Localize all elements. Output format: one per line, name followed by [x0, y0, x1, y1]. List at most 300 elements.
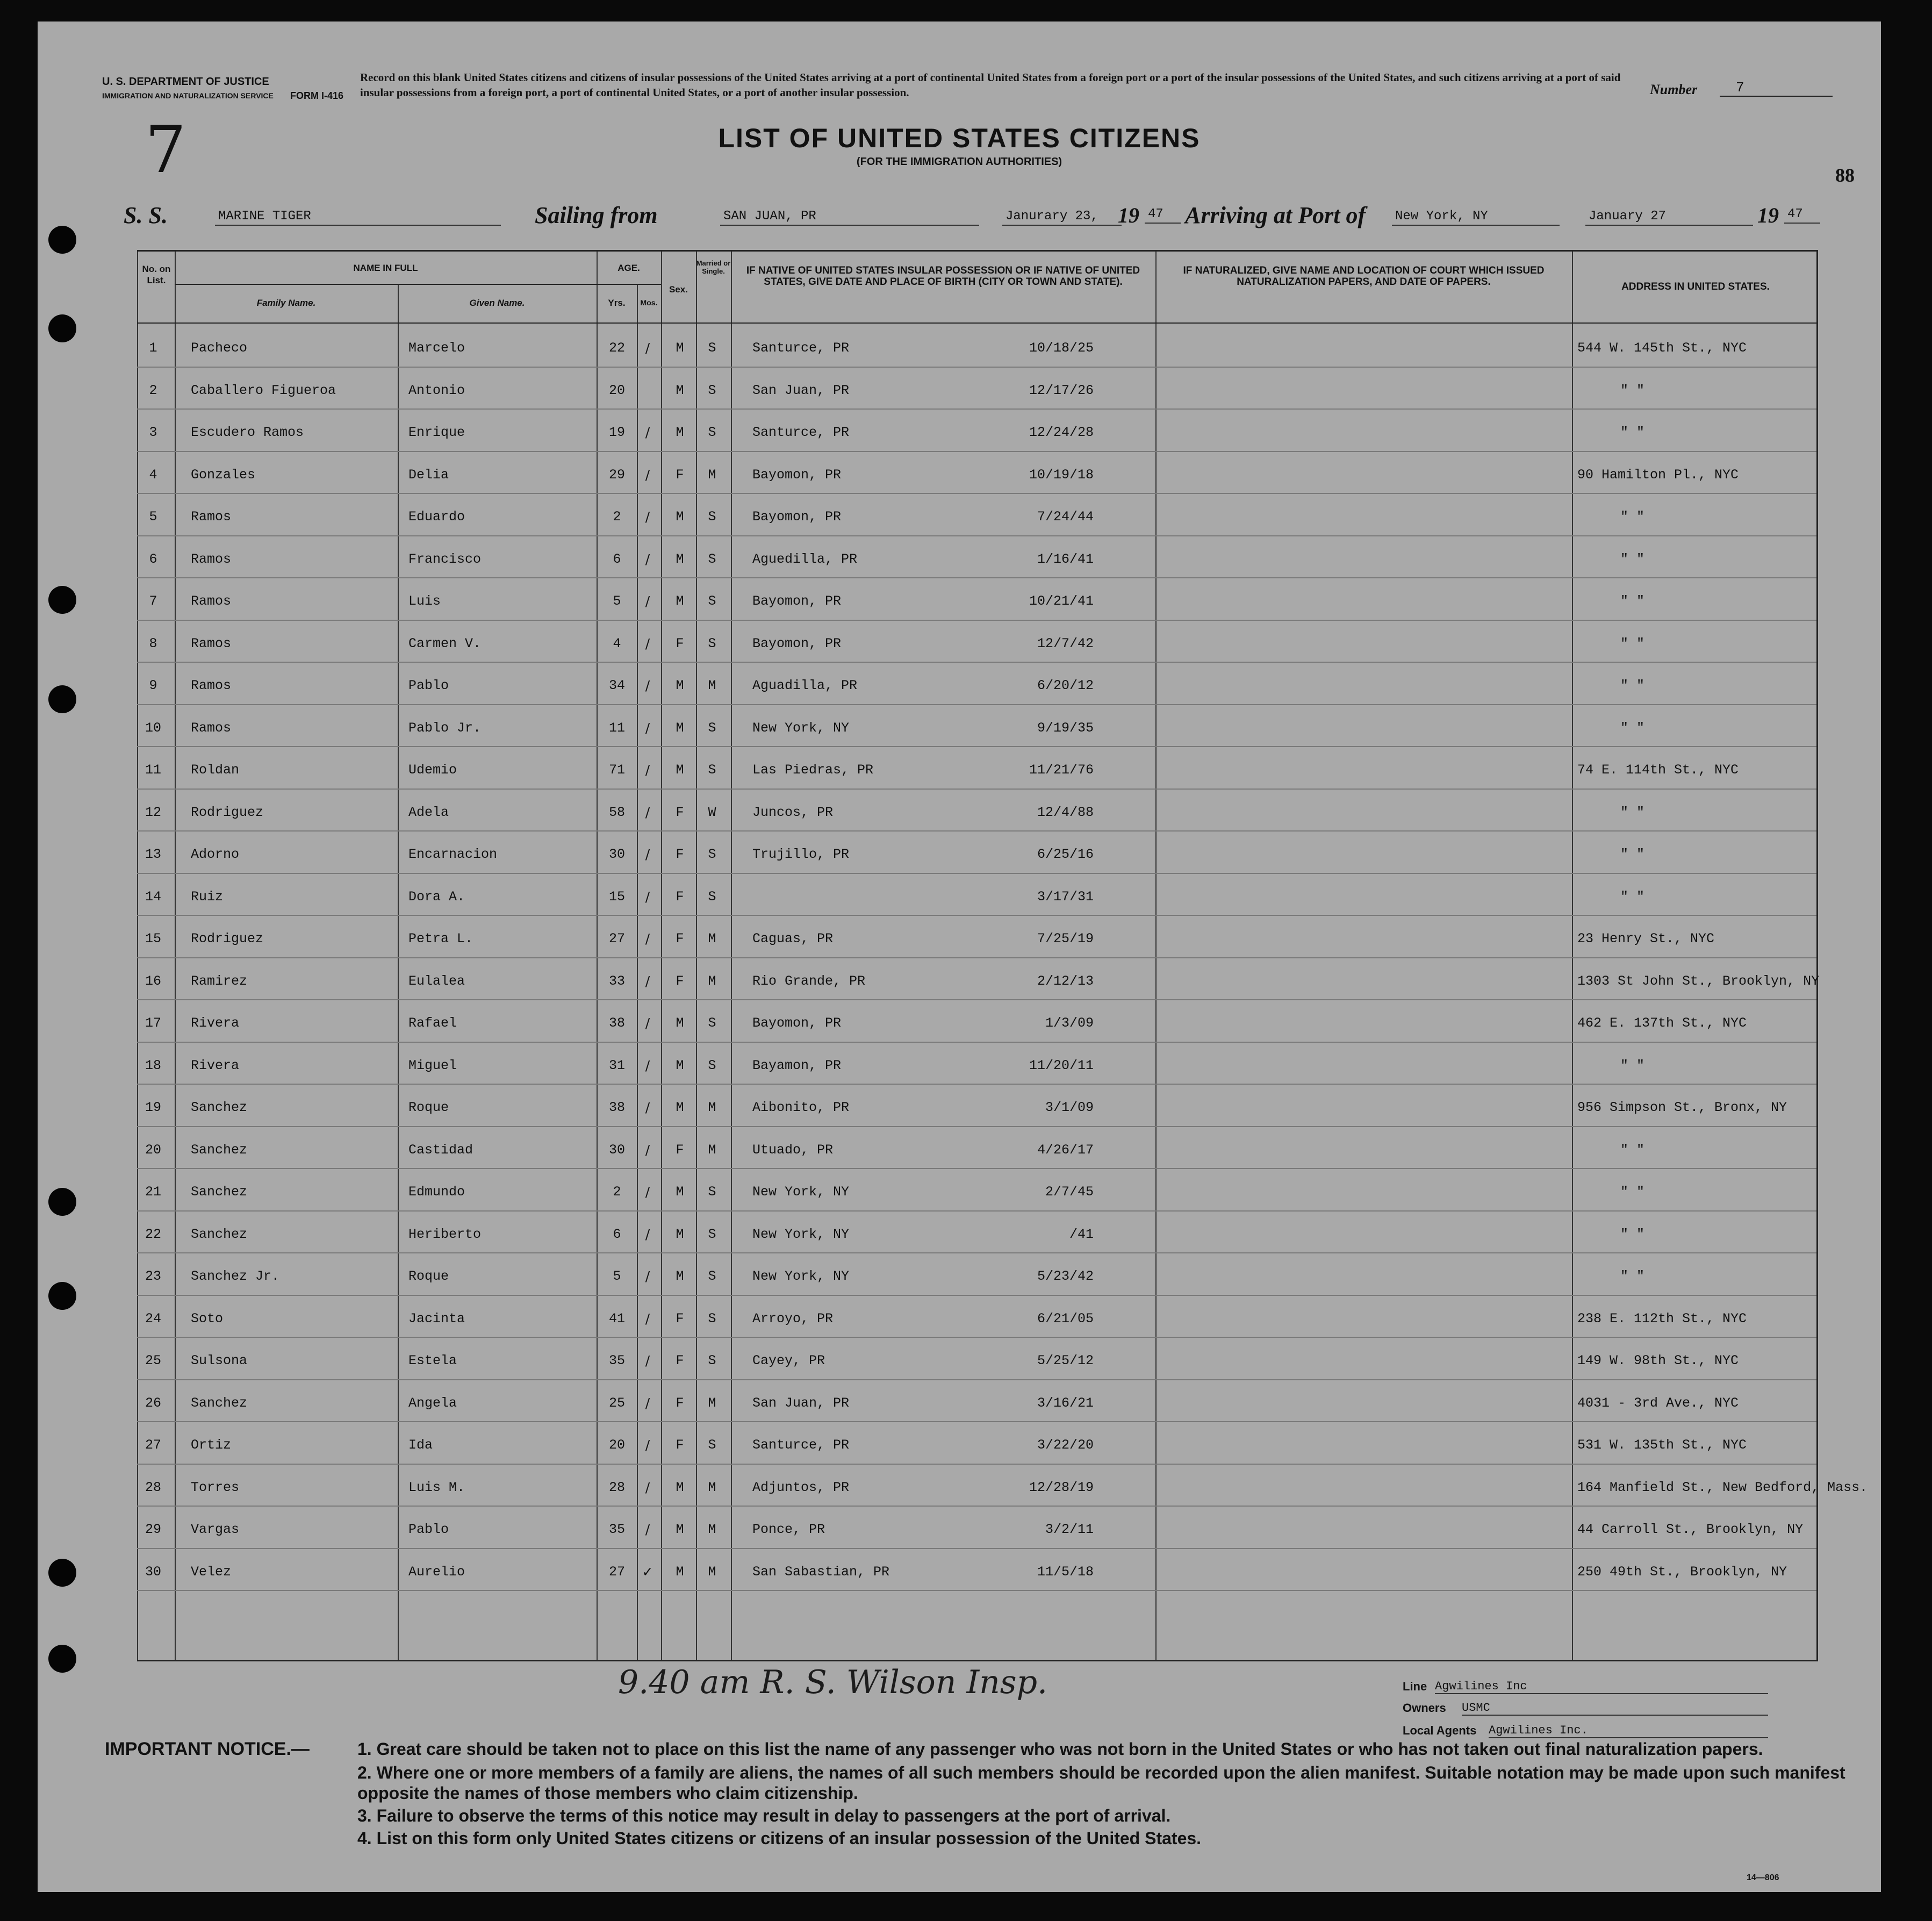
given-name: Petra L. [408, 931, 473, 947]
table-row [137, 1252, 1816, 1296]
marital-status: S [708, 1057, 716, 1073]
col-given-name: Given Name. [469, 298, 525, 308]
birth-date: 12/24/28 [1029, 425, 1094, 440]
marital-status: M [708, 1395, 716, 1411]
given-name: Angela [408, 1395, 457, 1411]
row-number: 24 [145, 1310, 161, 1327]
given-name: Marcelo [408, 340, 465, 356]
birth-date: 12/4/88 [1037, 804, 1094, 820]
age-months: / [645, 720, 650, 736]
table-row [137, 999, 1816, 1043]
birth-place: Aibonito, PR [752, 1100, 850, 1115]
sex: M [676, 1226, 684, 1242]
birth-place: New York, NY [752, 1226, 850, 1242]
marital-status: S [708, 593, 716, 609]
age-months: / [645, 593, 650, 609]
family-name: Ramos [191, 593, 232, 609]
ditto-marks: " " [1620, 678, 1645, 693]
sex: F [676, 1142, 684, 1158]
marital-status: S [708, 1353, 716, 1368]
age-years: 27 [608, 1564, 625, 1580]
sex: F [676, 931, 684, 947]
number-label: Number [1650, 82, 1698, 97]
ditto-marks: " " [1620, 593, 1645, 609]
family-name: Adorno [191, 847, 240, 862]
row-number: 13 [145, 847, 161, 862]
age-months: / [645, 888, 650, 905]
given-name: Aurelio [408, 1564, 465, 1580]
birth-place: New York, NY [752, 1184, 850, 1200]
age-months: / [645, 847, 650, 862]
form-code: 14—806 [1747, 1873, 1779, 1882]
birth-date: 7/25/19 [1037, 931, 1094, 947]
sex: F [676, 635, 684, 651]
sex: M [676, 1057, 684, 1073]
birth-place: Arroyo, PR [752, 1310, 834, 1327]
family-name: Caballero Figueroa [191, 382, 336, 398]
col-naturalized: IF NATURALIZED, GIVE NAME AND LOCATION OF COURT WHICH ISSUED NATURALIZATION PAPERS, AND DATE OF PAPERS. [1183, 265, 1545, 288]
age-years: 28 [608, 1479, 625, 1495]
age-months: / [645, 1100, 650, 1115]
age-months: / [645, 1437, 650, 1453]
family-name: Sanchez [191, 1395, 248, 1411]
given-name: Carmen V. [408, 635, 482, 651]
table-row [137, 324, 1816, 368]
age-months: / [645, 1479, 650, 1495]
given-name: Edmundo [408, 1184, 465, 1200]
sex: F [676, 888, 684, 905]
birth-date: 4/26/17 [1037, 1142, 1094, 1158]
ditto-marks: " " [1620, 1184, 1645, 1200]
birth-date: 10/21/41 [1029, 593, 1094, 609]
table-row [137, 789, 1816, 832]
address: 164 Manfield St., New Bedford, Mass. [1577, 1479, 1868, 1495]
birth-date: 3/1/09 [1045, 1100, 1094, 1115]
ditto-marks: " " [1620, 382, 1645, 398]
sex: M [676, 1268, 684, 1284]
address: 956 Simpson St., Bronx, NY [1577, 1100, 1787, 1115]
age-years: 34 [608, 678, 625, 693]
birth-place: Adjuntos, PR [752, 1479, 850, 1495]
row-number: 15 [145, 931, 161, 947]
birth-place: Santurce, PR [752, 1437, 850, 1453]
arriving-label: Arriving at Port of [1185, 202, 1366, 228]
family-name: Sanchez [191, 1100, 248, 1115]
sex: M [676, 678, 684, 693]
birth-place: Santurce, PR [752, 340, 850, 356]
number-value: 7 [1720, 80, 1833, 97]
agency-line2: IMMIGRATION AND NATURALIZATION SERVICE [102, 91, 274, 100]
marital-status: S [708, 340, 716, 356]
family-name: Ruiz [191, 888, 224, 905]
marital-status: M [708, 931, 716, 947]
birth-date: 11/5/18 [1037, 1564, 1094, 1580]
table-row [137, 451, 1816, 494]
sex: F [676, 847, 684, 862]
col-married: Married or Single. [696, 259, 731, 275]
col-yrs: Yrs. [608, 298, 626, 308]
row-number: 4 [149, 467, 157, 483]
birth-place: Juncos, PR [752, 804, 834, 820]
birth-date: 1/16/41 [1037, 551, 1094, 567]
to-year: 47 [1784, 207, 1820, 224]
marital-status: W [708, 804, 716, 820]
birth-date: 5/25/12 [1037, 1353, 1094, 1368]
line-value: Agwilines Inc [1435, 1680, 1768, 1694]
notice-item: 3. Failure to observe the terms of this notice may result in delay to passengers at the port of arrival. [357, 1806, 1171, 1825]
given-name: Miguel [408, 1057, 457, 1073]
sex: F [676, 1437, 684, 1453]
to-port: New York, NY [1392, 209, 1560, 226]
age-months: / [645, 1184, 650, 1200]
sex: M [676, 382, 684, 398]
birth-date: 6/20/12 [1037, 678, 1094, 693]
given-name: Pablo [408, 1522, 449, 1537]
marital-status: S [708, 720, 716, 736]
birth-date: 7/24/44 [1037, 509, 1094, 525]
owners-value: USMC [1462, 1701, 1768, 1716]
birth-date: 3/16/21 [1037, 1395, 1094, 1411]
age-years: 29 [608, 467, 625, 483]
from-port: SAN JUAN, PR [720, 209, 979, 226]
birth-place: Caguas, PR [752, 931, 834, 947]
birth-place: Bayomon, PR [752, 1015, 842, 1031]
col-family-name: Family Name. [256, 298, 316, 308]
age-years: 2 [613, 509, 621, 525]
age-months: / [645, 551, 650, 567]
marital-status: S [708, 1015, 716, 1031]
marital-status: M [708, 1522, 716, 1537]
table-row [137, 873, 1816, 916]
from-date: Janurary 23, [1002, 209, 1122, 226]
ss-label: S. S. [124, 202, 168, 228]
given-name: Adela [408, 804, 449, 820]
family-name: Escudero Ramos [191, 425, 304, 440]
marital-status: S [708, 551, 716, 567]
given-name: Ida [408, 1437, 433, 1453]
col-address: ADDRESS IN UNITED STATES. [1621, 281, 1770, 292]
address: 74 E. 114th St., NYC [1577, 762, 1739, 778]
birth-date: 10/19/18 [1029, 467, 1094, 483]
sex: M [676, 551, 684, 567]
address: 4031 - 3rd Ave., NYC [1577, 1395, 1739, 1411]
birth-date: /41 [1069, 1226, 1094, 1242]
sex: M [676, 509, 684, 525]
table-row [137, 1464, 1868, 1507]
ditto-marks: " " [1620, 509, 1645, 525]
family-name: Ramos [191, 720, 232, 736]
age-months: / [645, 762, 650, 778]
sex: F [676, 804, 684, 820]
family-name: Roldan [191, 762, 240, 778]
sex: M [676, 1100, 684, 1115]
address: 44 Carroll St., Brooklyn, NY [1577, 1522, 1804, 1537]
punch-hole [48, 1645, 76, 1673]
given-name: Dora A. [408, 888, 465, 905]
family-name: Rodriguez [191, 804, 264, 820]
sex: F [676, 467, 684, 483]
age-years: 33 [608, 973, 625, 989]
row-number: 2 [149, 382, 157, 398]
age-months: / [645, 931, 650, 947]
row-number: 23 [145, 1268, 161, 1284]
sex: M [676, 1522, 684, 1537]
notice-item: 1. Great care should be taken not to place on this list the name of any passenger who was not born in the United States or who has not taken out final naturalization papers. [357, 1739, 1763, 1759]
age-years: 22 [608, 340, 625, 356]
age-years: 38 [608, 1100, 625, 1115]
page-subtitle: (FOR THE IMMIGRATION AUTHORITIES) [856, 156, 1062, 168]
birth-date: 2/7/45 [1045, 1184, 1094, 1200]
age-years: 20 [608, 382, 625, 398]
age-years: 38 [608, 1015, 625, 1031]
family-name: Ortiz [191, 1437, 232, 1453]
birth-place: Santurce, PR [752, 425, 850, 440]
birth-place: Trujillo, PR [752, 847, 850, 862]
agents-label: Local Agents [1403, 1724, 1477, 1737]
family-name: Sulsona [191, 1353, 248, 1368]
birth-place: Bayomon, PR [752, 635, 842, 651]
given-name: Luis [408, 593, 441, 609]
table-row [137, 1168, 1816, 1212]
family-name: Torres [191, 1479, 240, 1495]
age-months: / [645, 1395, 650, 1411]
row-number: 26 [145, 1395, 161, 1411]
ditto-marks: " " [1620, 1226, 1645, 1242]
birth-date: 3/22/20 [1037, 1437, 1094, 1453]
marital-status: S [708, 1268, 716, 1284]
birth-date: 12/7/42 [1037, 635, 1094, 651]
row-number: 19 [145, 1100, 161, 1115]
ditto-marks: " " [1620, 804, 1645, 820]
age-months: / [645, 1057, 650, 1073]
age-months: / [645, 1353, 650, 1368]
family-name: Sanchez [191, 1226, 248, 1242]
sex: M [676, 1184, 684, 1200]
birth-place: Aguedilla, PR [752, 551, 858, 567]
age-years: 11 [608, 720, 625, 736]
given-name: Castidad [408, 1142, 473, 1158]
col-age: AGE. [617, 263, 640, 273]
age-years: 25 [608, 1395, 625, 1411]
handwritten-mark: 7 [145, 113, 186, 188]
family-name: Gonzales [191, 467, 256, 483]
row-number: 10 [145, 720, 161, 736]
birth-date: 3/17/31 [1037, 888, 1094, 905]
birth-place: Aguadilla, PR [752, 678, 858, 693]
row-number: 11 [145, 762, 161, 778]
sex: M [676, 1479, 684, 1495]
given-name: Roque [408, 1268, 449, 1284]
marital-status: M [708, 1479, 716, 1495]
given-name: Enrique [408, 425, 465, 440]
family-name: Ramirez [191, 973, 248, 989]
ditto-marks: " " [1620, 888, 1645, 905]
row-number: 5 [149, 509, 157, 525]
given-name: Rafael [408, 1015, 457, 1031]
age-years: 6 [613, 1226, 621, 1242]
to-year-prefix: 19 [1757, 203, 1779, 227]
from-year: 47 [1145, 207, 1181, 224]
birth-place: Ponce, PR [752, 1522, 825, 1537]
age-months: / [645, 1268, 650, 1284]
table-row [137, 1042, 1816, 1085]
family-name: Ramos [191, 678, 232, 693]
punch-hole [48, 1559, 76, 1587]
birth-place: San Juan, PR [752, 1395, 850, 1411]
birth-date: 1/3/09 [1045, 1015, 1094, 1031]
sex: M [676, 1564, 684, 1580]
family-name: Pacheco [191, 340, 248, 356]
table-row [137, 1506, 1816, 1549]
marital-status: S [708, 762, 716, 778]
row-number: 12 [145, 804, 161, 820]
row-number: 9 [149, 678, 157, 693]
row-number: 25 [145, 1353, 161, 1368]
sex: M [676, 762, 684, 778]
row-number: 17 [145, 1015, 161, 1031]
family-name: Sanchez [191, 1184, 248, 1200]
row-number: 1 [149, 340, 157, 356]
age-years: 30 [608, 847, 625, 862]
address: 238 E. 112th St., NYC [1577, 1310, 1747, 1327]
sex: F [676, 1353, 684, 1368]
address: 250 49th St., Brooklyn, NY [1577, 1564, 1787, 1580]
address: 23 Henry St., NYC [1577, 931, 1715, 947]
punch-hole [48, 1282, 76, 1310]
table-row [137, 957, 1820, 1001]
birth-date: 2/12/13 [1037, 973, 1094, 989]
line-label: Line [1403, 1680, 1427, 1693]
sex: M [676, 720, 684, 736]
marital-status: S [708, 1184, 716, 1200]
row-number: 20 [145, 1142, 161, 1158]
agents-value: Agwilines Inc. [1489, 1724, 1768, 1738]
birth-date: 9/19/35 [1037, 720, 1094, 736]
age-years: 35 [608, 1522, 625, 1537]
table-row [137, 1548, 1816, 1592]
ditto-marks: " " [1620, 720, 1645, 736]
page-number: 88 [1835, 164, 1855, 186]
marital-status: S [708, 1437, 716, 1453]
age-months: / [645, 973, 650, 989]
sex: M [676, 1015, 684, 1031]
table-row [137, 704, 1816, 748]
table-row [137, 1126, 1816, 1170]
age-years: 5 [613, 1268, 621, 1284]
birth-date: 6/25/16 [1037, 847, 1094, 862]
sex: F [676, 1395, 684, 1411]
birth-place: Bayamon, PR [752, 1057, 842, 1073]
birth-date: 11/21/76 [1029, 762, 1094, 778]
row-number: 22 [145, 1226, 161, 1242]
age-years: 31 [608, 1057, 625, 1073]
row-number: 21 [145, 1184, 161, 1200]
row-number: 7 [149, 593, 157, 609]
sex: F [676, 1310, 684, 1327]
family-name: Rivera [191, 1015, 240, 1031]
punch-hole [48, 226, 76, 254]
age-years: 2 [613, 1184, 621, 1200]
given-name: Roque [408, 1100, 449, 1115]
marital-status: S [708, 382, 716, 398]
row-number: 3 [149, 425, 157, 440]
address: 462 E. 137th St., NYC [1577, 1015, 1747, 1031]
age-months: ✓ [642, 1564, 653, 1580]
marital-status: M [708, 1564, 716, 1580]
birth-date: 6/21/05 [1037, 1310, 1094, 1327]
col-name-in-full: NAME IN FULL [353, 263, 418, 273]
birth-date: 11/20/11 [1029, 1057, 1094, 1073]
marital-status: S [708, 425, 716, 440]
table-row [137, 535, 1816, 579]
owners-label: Owners [1403, 1701, 1446, 1715]
age-months: / [645, 509, 650, 525]
punch-hole [48, 586, 76, 614]
table-row [137, 1379, 1816, 1423]
age-years: 35 [608, 1353, 625, 1368]
table-row [137, 493, 1816, 536]
table-row [137, 662, 1816, 705]
given-name: Udemio [408, 762, 457, 778]
birth-place: New York, NY [752, 1268, 850, 1284]
age-months: / [645, 1522, 650, 1537]
birth-date: 5/23/42 [1037, 1268, 1094, 1284]
birth-place: Las Piedras, PR [752, 762, 874, 778]
birth-place: Utuado, PR [752, 1142, 834, 1158]
table-row [137, 408, 1816, 452]
row-number: 8 [149, 635, 157, 651]
row-number: 16 [145, 973, 161, 989]
age-years: 27 [608, 931, 625, 947]
age-months: / [645, 1310, 650, 1327]
sailing-label: Sailing from [535, 202, 658, 228]
age-years: 58 [608, 804, 625, 820]
col-birth: IF NATIVE OF UNITED STATES INSULAR POSSESSION OR IF NATIVE OF UNITED STATES, GIVE DATE AND PLACE OF BIRTH (CITY OR TOWN AND STATE). [746, 265, 1140, 288]
col-mos: Mos. [640, 298, 658, 307]
given-name: Estela [408, 1353, 457, 1368]
table-row [137, 915, 1816, 958]
marital-status: M [708, 973, 716, 989]
birth-place: San Juan, PR [752, 382, 850, 398]
age-months: / [645, 425, 650, 440]
table-row [137, 1084, 1816, 1127]
age-years: 71 [608, 762, 625, 778]
form-number: FORM I-416 [290, 90, 344, 101]
family-name: Ramos [191, 509, 232, 525]
ship-name: MARINE TIGER [215, 209, 501, 226]
sex: M [676, 340, 684, 356]
family-name: Rivera [191, 1057, 240, 1073]
sex: M [676, 593, 684, 609]
sex: F [676, 973, 684, 989]
address: 544 W. 145th St., NYC [1577, 340, 1747, 356]
table-row [137, 1337, 1816, 1380]
agency-line1: U. S. DEPARTMENT OF JUSTICE [102, 76, 269, 88]
age-years: 5 [613, 593, 621, 609]
age-months: / [645, 467, 650, 483]
marital-status: S [708, 1310, 716, 1327]
family-name: Velez [191, 1564, 232, 1580]
table-row [137, 746, 1816, 790]
marital-status: S [708, 888, 716, 905]
family-name: Soto [191, 1310, 224, 1327]
voyage-line [38, 202, 1881, 234]
punch-hole [48, 314, 76, 342]
age-years: 15 [608, 888, 625, 905]
page-title: LIST OF UNITED STATES CITIZENS [718, 123, 1201, 153]
birth-place: Rio Grande, PR [752, 973, 866, 989]
col-sex: Sex. [669, 284, 688, 295]
